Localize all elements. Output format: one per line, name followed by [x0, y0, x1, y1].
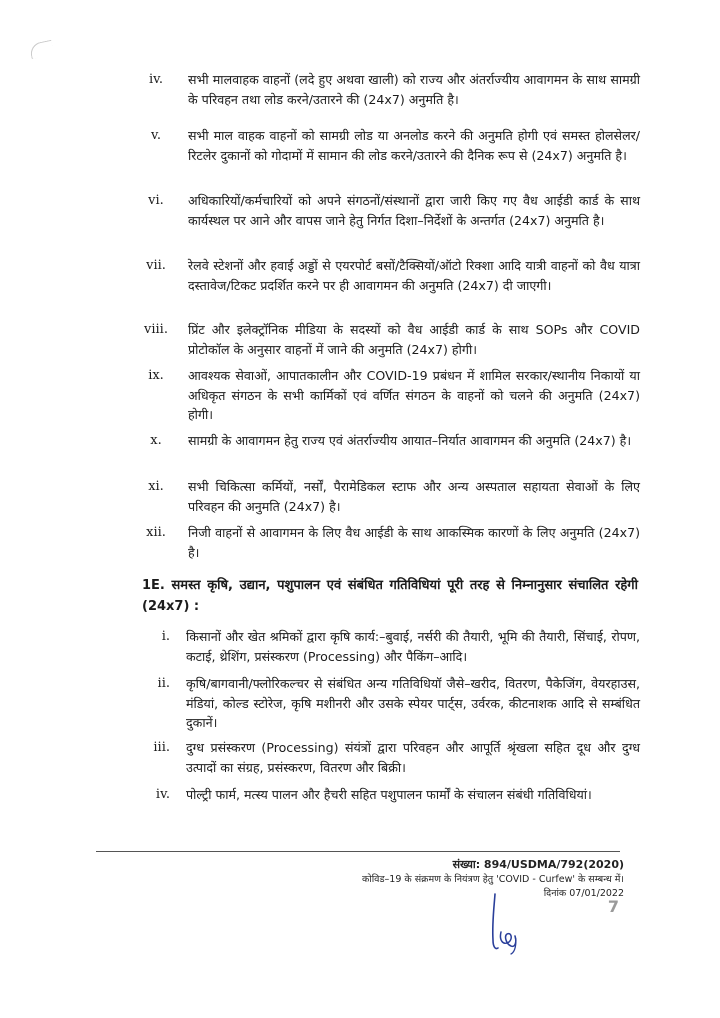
item-number: xii.	[146, 525, 166, 540]
item-text: निजी वाहनों से आवागमन के लिए वैध आईडी के साथ आकस्मिक कारणों के लिए अनुमति (24x7) है।	[188, 525, 640, 560]
item-number: ix.	[148, 368, 164, 383]
section-heading: 1E. समस्त कृषि, उद्यान, पशुपालन एवं संबंधित गतिविधियां पूरी तरह से निम्नानुसार संचालित रहेगी (24x7) :	[142, 578, 638, 614]
item-text: सभी चिकित्सा कर्मियों, नर्सों, पैरामेडिकल स्टाफ और अन्य अस्पताल सहायता सेवाओं के लिए परिवहन की अनुमति (24x7) है।	[188, 479, 640, 514]
item-text: पोल्ट्री फार्म, मत्स्य पालन और हैचरी सहित पशुपालन फार्मों के संचालन संबंधी गतिविधियां।	[186, 787, 592, 802]
item-text: रेलवे स्टेशनों और हवाई अड्डों से एयरपोर्ट बसों/टैक्सियों/ऑटो रिक्शा आदि यात्री वाहनों को वैध यात्रा दस्तावेज/टिकट प्रदर्शित करने पर ही आवागमन की अनुमति (24x7) दी जाएगी।	[188, 258, 640, 293]
item-number: v.	[151, 128, 161, 143]
scan-mark	[29, 40, 55, 59]
item-text: सभी माल वाहक वाहनों को सामग्री लोड या अनलोड करने की अनुमति होगी एवं समस्त होलसेलर/रिटलेर दुकानों को गोदामों में सामान की लोड करने/उतारने की दैनिक रूप से (24x7) अनुमति है।	[188, 128, 640, 163]
signature	[465, 888, 545, 958]
item-number: iii.	[153, 740, 170, 755]
item-number: viii.	[144, 322, 168, 337]
item-number: ii.	[157, 676, 170, 691]
footer-divider	[96, 851, 620, 852]
item-text: दुग्ध प्रसंस्करण (Processing) संयंत्रों द्वारा परिवहन और आपूर्ति श्रृंखला सहित दूध और दुग्ध उत्पादों का संग्रह, प्रसंस्करण, वितरण और बिक्री।	[186, 740, 640, 775]
item-number: vii.	[146, 258, 166, 273]
item-text: सभी मालवाहक वाहनों (लदे हुए अथवा खाली) को राज्य और अंतर्राज्यीय आवागमन के साथ सामग्री के परिवहन तथा लोड करने/उतारने की (24x7) अनुमति है।	[188, 72, 640, 107]
item-number: x.	[150, 433, 162, 448]
item-number: iv.	[155, 787, 170, 802]
footer-date: दिनांक 07/01/2022	[543, 888, 624, 899]
item-text: कृषि/बागवानी/फ्लोरिकल्चर से संबंधित अन्य गतिविधियॉ जैसे–खरीद, वितरण, पैकेजिंग, वेयरहाउस, मंडियां, कोल्ड स्टोरेज, कृषि मशीनरी और उसके स्पेयर पार्ट्स, उर्वरक, कीटनाशक आदि से सम्बंधित दुकानें।	[186, 676, 640, 730]
item-text: आवश्यक सेवाओं, आपातकालीन और COVID-19 प्रबंधन में शामिल सरकार/स्थानीय निकायों या अधिकृत संगठन के सभी कार्मिकों एवं वर्णित संगठन के वाहनों को चलने की अनुमति (24x7) होगी।	[188, 368, 640, 422]
item-text: अधिकारियों/कर्मचारियों को अपने संगठनों/संस्थानों द्वारा जारी किए गए वैध आईडी कार्ड के साथ कार्यस्थल पर आने और वापस जाने हेतु निर्गत दिशा–निर्देशों के अन्तर्गत (24x7) अनुमति है।	[188, 193, 640, 228]
item-text: प्रिंट और इलेक्ट्रॉनिक मीडिया के सदस्यों को वैध आईडी कार्ड के साथ SOPs और COVID प्रोटोकॉल के अनुसार वाहनों में जाने की अनुमति (24x7) होगी।	[188, 322, 640, 357]
page-number: 7	[607, 897, 619, 916]
item-text: सामग्री के आवागमन हेतु राज्य एवं अंतर्राज्यीय आयात–निर्यात आवागमन की अनुमति (24x7) है।	[188, 433, 632, 448]
reference-number: संख्या: 894/USDMA/792(2020)	[452, 858, 624, 871]
item-number: vi.	[148, 193, 164, 208]
item-text: किसानों और खेत श्रमिकों द्वारा कृषि कार्य:–बुवाई, नर्सरी की तैयारी, भूमि की तैयारी, सिंचाई, रोपण, कटाई, थ्रेशिंग, प्रसंस्करण (Processing) और पैकिंग–आदि।	[186, 629, 640, 664]
item-number: iv.	[148, 72, 164, 87]
item-number: i.	[161, 629, 170, 644]
item-number: xi.	[148, 479, 164, 494]
footer-subject: कोविड–19 के संक्रमण के नियंत्रण हेतु 'COVID - Curfew' के सम्बन्ध में।	[361, 874, 624, 885]
